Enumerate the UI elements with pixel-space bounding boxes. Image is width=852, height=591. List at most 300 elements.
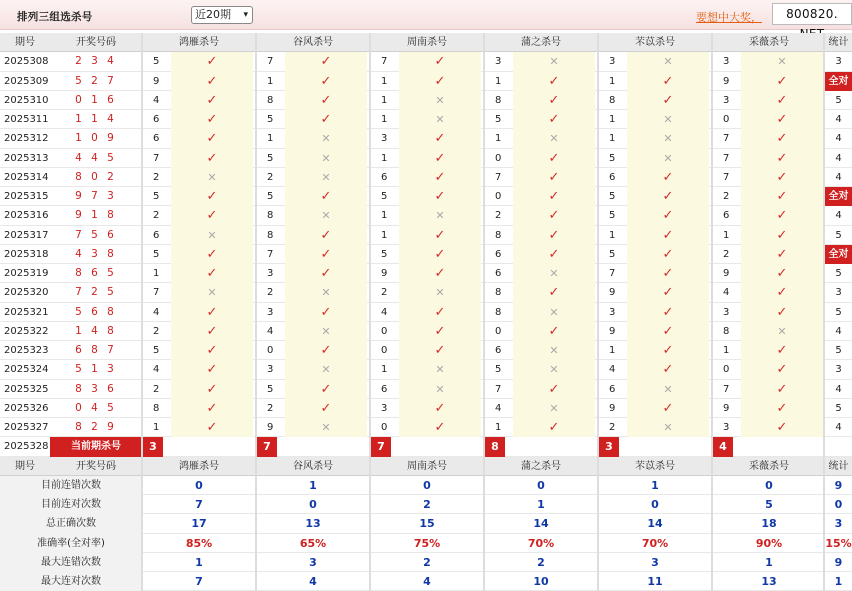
kill-number: 1 [495, 133, 502, 145]
stat-count: 5 [835, 268, 842, 279]
check-icon: ✓ [741, 72, 823, 91]
cross-icon: ✕ [627, 129, 709, 148]
kill-number: 9 [153, 75, 160, 87]
kill-number: 9 [381, 268, 388, 279]
summary-stat-value: 15% [825, 536, 852, 550]
check-icon: ✓ [741, 168, 823, 187]
kill-number: 1 [723, 229, 730, 241]
period-cell: 2025322 [4, 325, 49, 337]
stat-count: 5 [835, 306, 842, 318]
kill-number: 3 [723, 56, 730, 68]
kill-number: 2 [495, 210, 502, 222]
cross-icon: ✕ [513, 129, 595, 148]
summary-value: 2 [423, 555, 431, 569]
summary-value: 3 [309, 555, 317, 569]
summary-value: 90% [755, 536, 783, 550]
column-divider [711, 33, 713, 591]
kill-number: 4 [153, 306, 160, 318]
kill-number: 8 [495, 229, 502, 241]
check-icon: ✓ [171, 206, 253, 225]
kill-number: 9 [723, 75, 730, 87]
check-icon: ✓ [627, 341, 709, 360]
check-icon: ✓ [399, 341, 481, 360]
kill-number: 6 [609, 383, 616, 395]
kill-number: 1 [381, 75, 388, 87]
check-icon: ✓ [285, 72, 367, 91]
all-correct-badge: 全对 [825, 245, 852, 264]
kill-number: 5 [153, 248, 160, 260]
period-cell: 2025320 [4, 287, 49, 299]
header-expert-5: 芣苡杀号 [635, 460, 675, 472]
summary-stat-value: 9 [834, 478, 843, 492]
check-icon: ✓ [285, 245, 367, 264]
stat-count: 4 [835, 422, 842, 433]
cross-icon: ✕ [285, 129, 367, 148]
check-icon: ✓ [741, 283, 823, 302]
cross-icon: ✕ [627, 149, 709, 168]
kill-number: 5 [267, 191, 274, 202]
summary-value: 1 [651, 478, 659, 492]
kill-number: 7 [153, 152, 160, 164]
period-cell: 2025325 [4, 383, 49, 395]
summary-value: 0 [537, 478, 545, 492]
cross-icon: ✕ [513, 399, 595, 418]
check-icon: ✓ [171, 380, 253, 399]
period-cell: 2025323 [4, 345, 49, 356]
stat-count: 5 [835, 345, 842, 356]
kill-number: 7 [153, 287, 160, 299]
kill-number: 7 [267, 248, 274, 260]
kill-number: 7 [723, 133, 730, 145]
kill-number: 7 [723, 383, 730, 395]
kill-number: 4 [609, 364, 616, 376]
period-select[interactable] [191, 6, 253, 24]
summary-label: 最大连错次数 [0, 553, 142, 572]
cross-icon: ✕ [171, 168, 253, 187]
current-kill-label: 当前期杀号 [50, 437, 142, 456]
check-icon: ✓ [399, 52, 481, 71]
check-icon: ✓ [171, 91, 253, 110]
top-bar [0, 0, 852, 30]
kill-number: 7 [723, 171, 730, 183]
kill-number: 1 [381, 210, 388, 222]
kill-number: 1 [495, 75, 502, 87]
all-correct-badge: 全对 [825, 187, 852, 206]
check-icon: ✓ [513, 149, 595, 168]
summary-value: 17 [191, 517, 207, 531]
check-icon: ✓ [171, 264, 253, 283]
column-divider [597, 33, 599, 591]
kill-number: 1 [609, 114, 616, 125]
check-icon: ✓ [513, 418, 595, 437]
all-correct-badge: 全对 [825, 72, 852, 91]
summary-row [0, 534, 852, 553]
kill-number: 1 [609, 75, 616, 87]
check-icon: ✓ [741, 110, 823, 129]
summary-value: 10 [533, 575, 549, 588]
header-expert-2: 谷风杀号 [293, 37, 333, 48]
kill-number: 5 [153, 191, 160, 202]
kill-number: 1 [381, 364, 388, 376]
cross-icon: ✕ [171, 226, 253, 245]
header-numbers: 开奖号码 [76, 37, 116, 48]
cross-icon: ✕ [513, 52, 595, 71]
stat-count: 4 [835, 325, 842, 337]
kill-number: 1 [381, 152, 388, 164]
check-icon: ✓ [285, 399, 367, 418]
current-kill-number: 3 [143, 437, 163, 456]
period-select-value: 近20期 [195, 8, 231, 21]
column-divider [483, 33, 485, 591]
kill-number: 2 [153, 325, 160, 337]
cross-icon: ✕ [399, 206, 481, 225]
check-icon: ✓ [741, 149, 823, 168]
check-icon: ✓ [627, 303, 709, 322]
check-icon: ✓ [513, 168, 595, 187]
check-icon: ✓ [171, 52, 253, 71]
summary-row [0, 572, 852, 591]
header-expert-3: 周南杀号 [407, 460, 447, 472]
check-icon: ✓ [627, 399, 709, 418]
kill-number: 8 [495, 287, 502, 299]
kill-number: 6 [495, 345, 502, 356]
kill-number: 5 [153, 56, 160, 68]
draw-numbers: 9 1 8 [75, 209, 117, 222]
kill-number: 1 [267, 75, 274, 87]
kill-number: 2 [153, 383, 160, 395]
stat-count: 4 [835, 133, 842, 145]
period-cell: 2025324 [4, 364, 49, 376]
kill-number: 5 [381, 248, 388, 260]
summary-value: 7 [195, 575, 203, 588]
table-row [0, 303, 852, 322]
summary-stat-value: 1 [834, 575, 843, 588]
kill-number: 5 [267, 114, 274, 125]
kill-number: 1 [381, 94, 388, 106]
check-icon: ✓ [741, 206, 823, 225]
kill-number: 9 [609, 325, 616, 337]
summary-value: 14 [647, 517, 663, 531]
summary-value: 85% [185, 536, 213, 550]
summary-value: 1 [537, 498, 545, 511]
page-title: 排列三组选杀号 [17, 11, 93, 23]
draw-numbers: 0 1 6 [75, 93, 117, 106]
cross-icon: ✕ [399, 360, 481, 379]
site-badge: 800820. [772, 3, 852, 25]
check-icon: ✓ [171, 360, 253, 379]
check-icon: ✓ [399, 303, 481, 322]
header-period: 期号 [15, 460, 35, 472]
stat-count: 4 [835, 152, 842, 164]
summary-value: 3 [651, 555, 659, 569]
check-icon: ✓ [171, 418, 253, 437]
kill-number: 8 [267, 229, 274, 241]
table-row [0, 168, 852, 187]
period-cell: 2025314 [4, 171, 49, 183]
check-icon: ✓ [171, 341, 253, 360]
kill-number: 0 [381, 422, 388, 433]
kill-number: 3 [723, 94, 730, 106]
check-icon: ✓ [399, 399, 481, 418]
check-icon: ✓ [171, 72, 253, 91]
kill-number: 6 [381, 171, 388, 183]
kill-number: 1 [153, 268, 160, 279]
current-kill-number: 7 [371, 437, 391, 456]
kill-number: 7 [723, 152, 730, 164]
check-icon: ✓ [171, 187, 253, 206]
check-icon: ✓ [513, 187, 595, 206]
stat-count: 5 [835, 94, 842, 106]
check-icon: ✓ [627, 322, 709, 341]
kill-number: 1 [153, 422, 160, 433]
check-icon: ✓ [399, 418, 481, 437]
table-row [0, 187, 852, 206]
header-expert-1: 鸿雁杀号 [179, 460, 219, 472]
summary-label: 最大连对次数 [0, 572, 142, 591]
kill-number: 6 [153, 229, 160, 241]
column-header-row [0, 33, 852, 52]
kill-number: 2 [267, 402, 274, 414]
header-expert-2: 谷风杀号 [293, 460, 333, 472]
column-divider [369, 33, 371, 591]
period-cell: 2025309 [4, 75, 49, 87]
kill-number: 8 [495, 94, 502, 106]
check-icon: ✓ [741, 226, 823, 245]
summary-value: 0 [765, 478, 773, 492]
summary-stat-value: 9 [834, 555, 843, 569]
summary-value: 13 [761, 575, 777, 588]
kill-number: 4 [153, 94, 160, 106]
draw-numbers: 2 3 4 [75, 55, 117, 68]
draw-numbers: 5 1 3 [75, 363, 117, 376]
kill-number: 5 [609, 191, 616, 202]
kill-number: 5 [495, 114, 502, 125]
cross-icon: ✕ [285, 283, 367, 302]
cross-icon: ✕ [399, 380, 481, 399]
summary-value: 1 [765, 555, 773, 569]
check-icon: ✓ [741, 399, 823, 418]
summary-value: 7 [195, 498, 203, 511]
summary-row [0, 495, 852, 514]
check-icon: ✓ [741, 264, 823, 283]
cross-icon: ✕ [513, 264, 595, 283]
check-icon: ✓ [285, 226, 367, 245]
draw-numbers: 6 8 7 [75, 344, 117, 356]
stat-count: 3 [835, 364, 842, 376]
period-cell: 2025308 [4, 56, 49, 68]
kill-number: 1 [381, 229, 388, 241]
kill-number: 2 [723, 191, 730, 202]
check-icon: ✓ [741, 129, 823, 148]
check-icon: ✓ [399, 264, 481, 283]
cross-icon: ✕ [285, 322, 367, 341]
check-icon: ✓ [741, 418, 823, 437]
kill-number: 7 [381, 56, 388, 68]
period-cell: 2025311 [4, 114, 49, 125]
table-row [0, 283, 852, 302]
summary-label: 准确率(全对率) [0, 534, 142, 553]
check-icon: ✓ [513, 245, 595, 264]
table-row [0, 72, 852, 91]
draw-numbers: 4 4 5 [75, 151, 117, 164]
summary-value: 70% [527, 536, 555, 550]
summary-value: 65% [299, 536, 327, 550]
summary-value: 2 [537, 555, 545, 569]
table-row [0, 360, 852, 379]
cross-icon: ✕ [627, 380, 709, 399]
table-row [0, 399, 852, 418]
check-icon: ✓ [399, 72, 481, 91]
check-icon: ✓ [513, 206, 595, 225]
kill-number: 5 [495, 364, 502, 376]
period-cell: 2025327 [4, 422, 49, 433]
draw-numbers: 8 2 9 [75, 421, 117, 433]
check-icon: ✓ [513, 91, 595, 110]
cross-icon: ✕ [285, 418, 367, 437]
kill-number: 4 [723, 287, 730, 299]
draw-numbers: 5 2 7 [75, 74, 117, 87]
cross-icon: ✕ [171, 283, 253, 302]
kill-number: 1 [609, 133, 616, 145]
kill-number: 7 [495, 383, 502, 395]
check-icon: ✓ [627, 91, 709, 110]
table-row [0, 206, 852, 225]
check-icon: ✓ [627, 187, 709, 206]
chevron-down-icon: ▾ [243, 10, 248, 20]
header-expert-3: 周南杀号 [407, 37, 447, 48]
check-icon: ✓ [627, 72, 709, 91]
summary-value: 4 [309, 575, 317, 588]
kill-number: 7 [267, 56, 274, 68]
check-icon: ✓ [399, 322, 481, 341]
summary-value: 1 [195, 555, 203, 569]
kill-number: 1 [609, 345, 616, 356]
summary-stat-value: 3 [834, 517, 843, 531]
column-divider [823, 33, 825, 591]
table-row [0, 91, 852, 110]
kill-number: 3 [267, 306, 274, 318]
table-row [0, 322, 852, 341]
period-cell: 2025319 [4, 268, 49, 279]
kill-number: 9 [609, 287, 616, 299]
kill-number: 4 [267, 325, 274, 337]
check-icon: ✓ [741, 245, 823, 264]
summary-value: 18 [761, 517, 777, 531]
cross-icon: ✕ [513, 303, 595, 322]
kill-number: 8 [153, 402, 160, 414]
table-row [0, 52, 852, 71]
kill-number: 6 [495, 268, 502, 279]
header-expert-4: 蒲之杀号 [521, 460, 561, 472]
summary-label: 目前连对次数 [0, 495, 142, 514]
check-icon: ✓ [741, 380, 823, 399]
column-divider [255, 33, 257, 591]
summary-value: 75% [413, 536, 441, 550]
table-row [0, 149, 852, 168]
check-icon: ✓ [513, 110, 595, 129]
check-icon: ✓ [399, 245, 481, 264]
kill-number: 6 [153, 133, 160, 145]
stat-count: 4 [835, 114, 842, 125]
check-icon: ✓ [627, 245, 709, 264]
draw-numbers: 1 1 4 [75, 113, 117, 125]
check-icon: ✓ [627, 283, 709, 302]
check-icon: ✓ [171, 399, 253, 418]
summary-row [0, 553, 852, 572]
kill-number: 1 [381, 114, 388, 125]
check-icon: ✓ [285, 110, 367, 129]
check-icon: ✓ [285, 187, 367, 206]
summary-value: 0 [651, 498, 659, 511]
cross-icon: ✕ [741, 322, 823, 341]
cross-icon: ✕ [399, 91, 481, 110]
kill-number: 1 [267, 133, 274, 145]
table-row [0, 264, 852, 283]
kill-number: 8 [609, 94, 616, 106]
period-cell: 2025313 [4, 152, 49, 164]
kill-number: 0 [267, 345, 274, 356]
summary-stat-value: 0 [834, 498, 843, 511]
kill-number: 0 [495, 191, 502, 202]
kill-number: 6 [609, 171, 616, 183]
table-row [0, 129, 852, 148]
kill-number: 3 [609, 56, 616, 68]
check-icon: ✓ [285, 341, 367, 360]
draw-numbers: 8 3 6 [75, 382, 117, 395]
kill-number: 4 [153, 364, 160, 376]
check-icon: ✓ [741, 360, 823, 379]
current-kill-number: 7 [257, 437, 277, 456]
stat-count: 4 [835, 383, 842, 395]
check-icon: ✓ [285, 52, 367, 71]
check-icon: ✓ [399, 129, 481, 148]
check-icon: ✓ [399, 187, 481, 206]
promo-link[interactable]: 要想中大奖， [696, 11, 762, 24]
cross-icon: ✕ [399, 110, 481, 129]
kill-number: 8 [495, 306, 502, 318]
header-expert-4: 蒲之杀号 [521, 37, 561, 48]
draw-numbers: 0 4 5 [75, 401, 117, 414]
check-icon: ✓ [513, 72, 595, 91]
table-row [0, 341, 852, 360]
cross-icon: ✕ [285, 360, 367, 379]
cross-icon: ✕ [627, 110, 709, 129]
cross-icon: ✕ [627, 418, 709, 437]
period-cell: 2025316 [4, 210, 49, 222]
check-icon: ✓ [285, 380, 367, 399]
kill-number: 2 [609, 422, 616, 433]
current-kill-number: 3 [599, 437, 619, 456]
kill-number: 8 [723, 325, 730, 337]
kill-number: 4 [495, 402, 502, 414]
check-icon: ✓ [171, 303, 253, 322]
kill-number: 9 [723, 402, 730, 414]
kill-number: 3 [723, 306, 730, 318]
check-icon: ✓ [741, 341, 823, 360]
check-icon: ✓ [741, 303, 823, 322]
check-icon: ✓ [399, 226, 481, 245]
header-stat: 统计 [828, 460, 849, 472]
check-icon: ✓ [171, 129, 253, 148]
summary-value: 2 [423, 498, 431, 511]
stat-count: 3 [835, 287, 842, 299]
kill-number: 6 [723, 210, 730, 222]
kill-number: 1 [609, 229, 616, 241]
stat-count: 4 [835, 210, 842, 222]
column-header-row [0, 457, 852, 476]
check-icon: ✓ [285, 264, 367, 283]
draw-numbers: 7 2 5 [75, 286, 117, 299]
